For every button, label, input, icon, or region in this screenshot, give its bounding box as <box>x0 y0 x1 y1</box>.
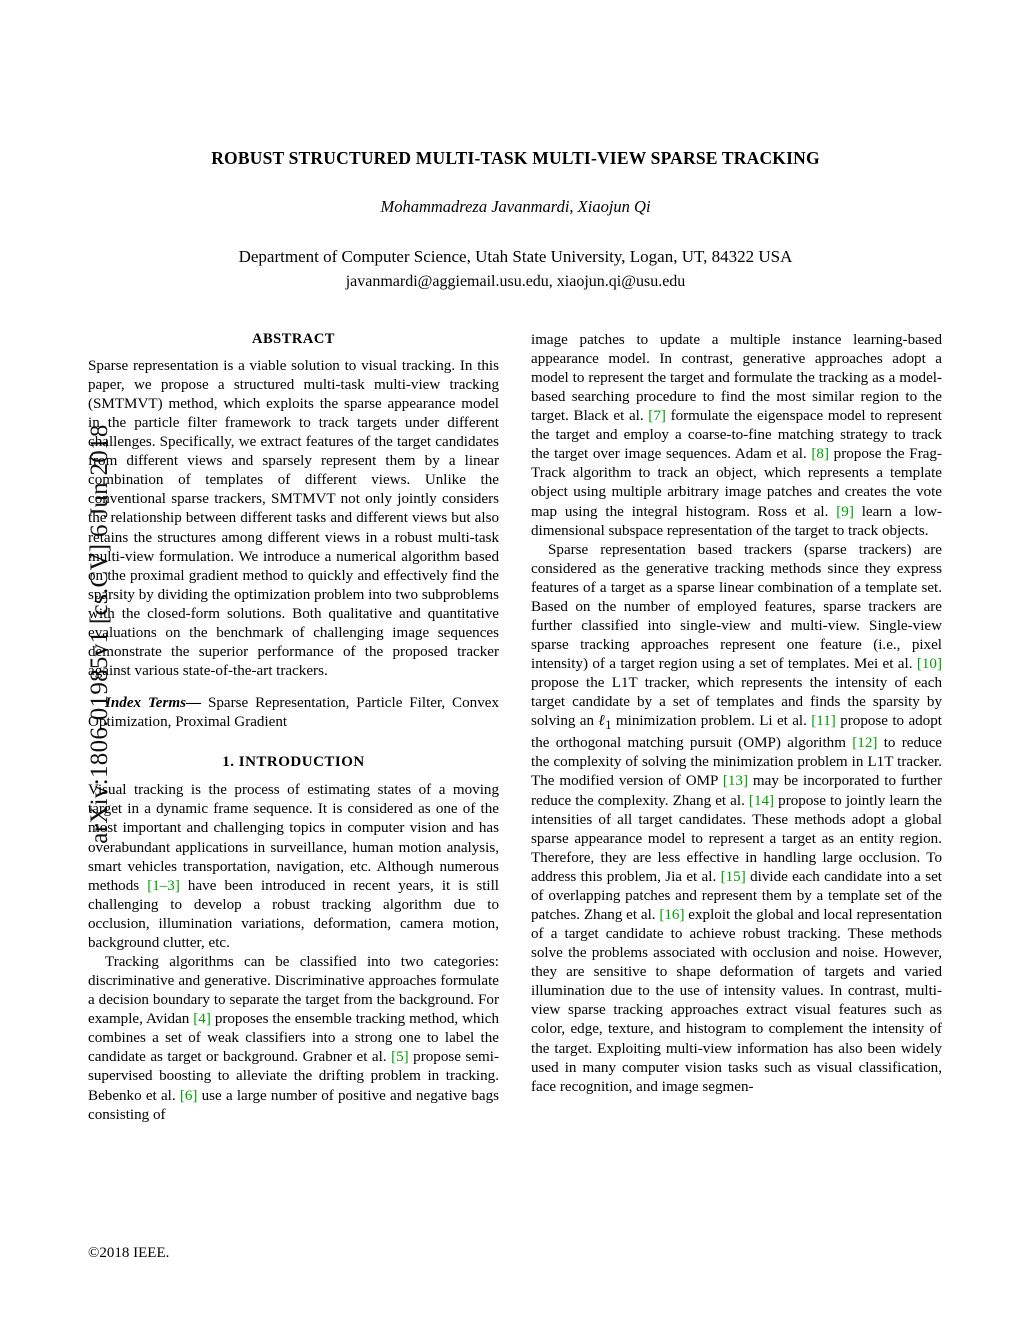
right-column <box>531 331 942 1097</box>
citation-10[interactable]: [10] <box>916 656 942 673</box>
intro-paragraph-2: Tracking algorithms can be classified into two categories: discriminative and generative. Discriminative approaches formulate a decision boundary to separate the target from the background. For example, Avidan [4] proposes the ensemble tracking method, which combines a set of weak classifiers into a strong one to label the candidate as target or background. Grabner et al. [5] propose semi-supervised boosting to alleviate the drifting problem in tracking. Bebenko et al. [6] use a large number of positive and negative bags consisting of <box>88 954 500 1123</box>
citation-16[interactable]: [16] <box>659 907 685 924</box>
left-column <box>88 331 499 1125</box>
intro-paragraph-1: Visual tracking is the process of estimating states of a moving target in a dynamic frame sequence. It is considered as one of the most important and challenging topics in computer vision and has overabundant applications in surveillance, human motion analysis, smart vehicles transportation, navigation, etc. Although numerous methods [1–3] have been introduced in recent years, it is still challenging to develop a robust tracking algorithm due to occlusion, illumination variations, deformation, camera motion, background clutter, etc. <box>88 782 500 951</box>
citation-6[interactable]: [6] <box>179 1087 198 1104</box>
citation-11[interactable]: [11] <box>811 713 836 730</box>
right-paragraph-1: image patches to update a multiple instance learning-based appearance model. In contrast, generative approaches adopt a model to represent the target and formulate the tracking as a model-based searching procedure to find the most similar region to the target. Black et al. [7] formulate the eigenspace model to represent the target and employ a coarse-to-fine matching strategy to track the target over image sequences. Adam et al. [8] propose the Frag-Track algorithm to track an object, which represents a template object using multiple arbitrary image patches and creates the vote map using the integral histogram. Ross et al. [9] learn a low-dimensional subspace representation of the target to track objects. <box>531 331 942 539</box>
citation-4[interactable]: [4] <box>193 1011 211 1028</box>
right-paragraph-2: Sparse representation based trackers (sparse trackers) are considered as the generative tracking methods since they express features of a target as a sparse linear combination of a template set. Based on the number of employed features, sparse trackers are further classified into single-view and multi-view. Single-view sparse tracking approaches represent one feature (i.e., pixel intensity) of a target region using a set of templates. Mei et al. [10] propose the L1T tracker, which represents the intensity of each target candidate by a set of templates and finds the sparsity by solving an ℓ$_1$ minimization problem. Li et al. [11] propose to adopt the orthogonal matching pursuit (OMP) algorithm [12] to reduce the complexity of solving the minimization problem in L1T tracker. The modified version of OMP [13] may be incorporated to further reduce the complexity. Zhang et al. [14] propose to jointly learn the intensities of all target candidates. These methods adopt a global sparse appearance model to represent a target as an entity region. Therefore, they are less effective in handling large occlusion. To address this problem, Jia et al. [15] divide each candidate into a set of overlapping patches and represent them by a template set of the patches. Zhang et al. [16] exploit the global and local representation of a target candidate to achieve robust tracking. These methods solve the problems associated with occlusion and noise. However, they are sensitive to shape deformation of targets and varied illumination due to the use of intensity values. In contrast, multi-view sparse tracking approaches extract visual features such as color, edge, texture, and histogram to complement the intensity of the target. Exploiting multi-view information has also been widely used in many computer vision tasks such as visual classification, face recognition, and image segmen- <box>531 541 942 1095</box>
copyright-notice: ©2018 IEEE. <box>88 1245 170 1261</box>
arxiv-stamp: arXiv:1806.01985v1 [cs.CV] 6 Jun 2018 <box>86 424 113 844</box>
paper-content <box>88 148 943 1125</box>
citation-12[interactable]: [12] <box>852 735 878 752</box>
two-column-body <box>88 331 943 1125</box>
index-terms <box>88 694 499 732</box>
abstract-text: Sparse representation is a viable solution to visual tracking. In this paper, we propose a structured multi-task multi-view tracking (SMTMVT) method, which exploits the sparse appearance model in the particle filter framework to track targets under different challenges. Specifically, we extract features of the target candidates from different views and sparsely represent them by a linear combination of templates of different views. Unlike the conventional sparse trackers, SMTMVT not only jointly considers the relationship between different tasks and different views but also retains the structures among different views in a robust multi-task multi-view formulation. We introduce a numerical algorithm based on the proximal gradient method to quickly and effectively find the sparsity by dividing the optimization problem into two subproblems with the closed-form solutions. Both qualitative and quantitative evaluations on the benchmark of challenging image sequences demonstrate the superior performance of the proposed tracker against various state-of-the-art trackers. <box>88 357 499 680</box>
citation-7[interactable]: [7] <box>648 408 666 425</box>
affiliation-text: Department of Computer Science, Utah State University, Logan, UT, 84322 USA <box>238 247 793 266</box>
affiliation-block <box>88 245 943 293</box>
author-emails: javanmardi@aggiemail.usu.edu, xiaojun.qi@usu.edu <box>345 272 686 290</box>
author-list: Mohammadreza Javanmardi, Xiaojun Qi <box>380 197 651 216</box>
citation-9[interactable]: [9] <box>836 503 854 520</box>
introduction-heading: 1. INTRODUCTION <box>222 754 365 771</box>
index-terms-text: Sparse Representation, Particle Filter, Convex Optimization, Proximal Gradient <box>88 695 500 731</box>
citation-8[interactable]: [8] <box>811 446 829 463</box>
citation-14[interactable]: [14] <box>748 792 775 809</box>
citation-5[interactable]: [5] <box>391 1049 409 1066</box>
page-title: ROBUST STRUCTURED MULTI-TASK MULTI-VIEW SPARSE TRACKING <box>211 148 820 168</box>
citation-15[interactable]: [15] <box>720 868 746 885</box>
abstract-heading: ABSTRACT <box>252 330 335 347</box>
index-terms-label: Index Terms— <box>105 695 202 712</box>
citation-1-3[interactable]: [1–3] <box>147 877 180 894</box>
citation-13[interactable]: [13] <box>722 773 748 790</box>
